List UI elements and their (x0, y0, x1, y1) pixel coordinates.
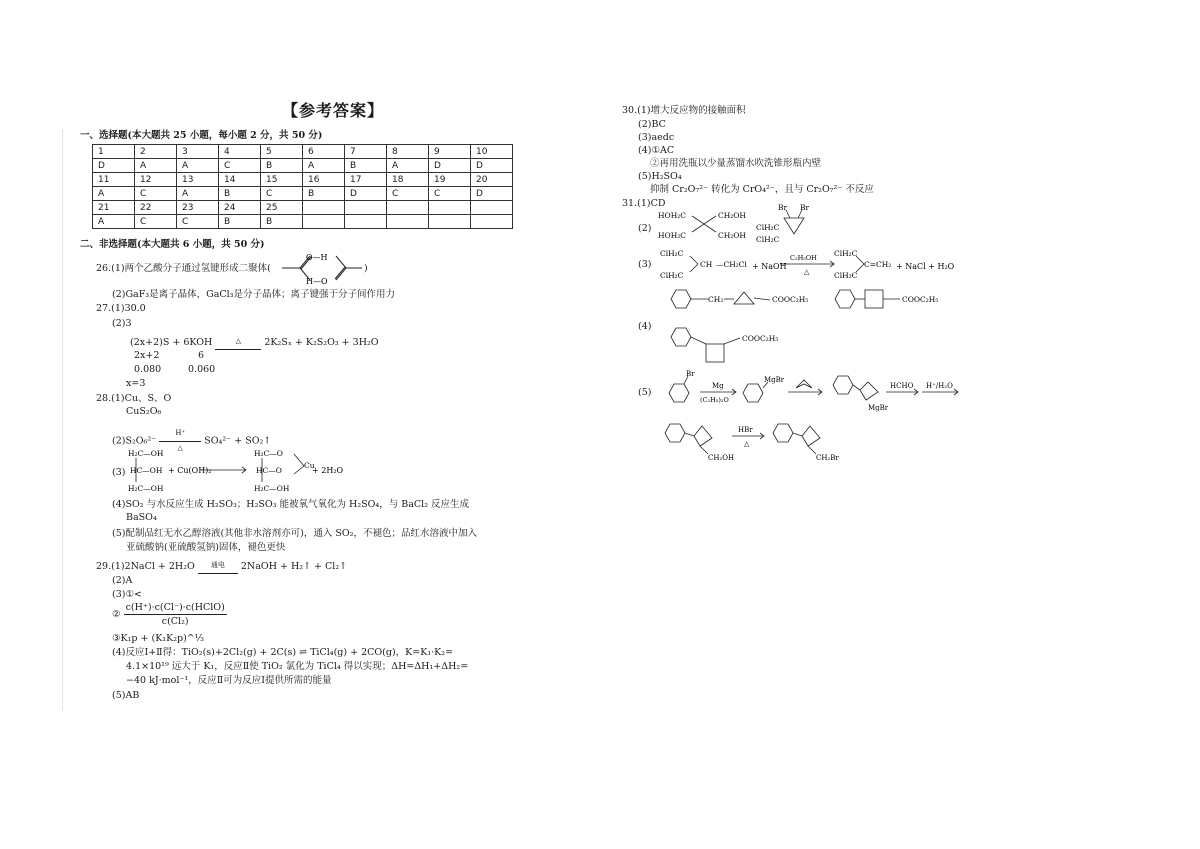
q26-2-text: (2)GaF₃是离子晶体，GaCl₃是分子晶体；离子键强于分子间作用力 (112, 289, 395, 300)
q29-4b-text: 4.1×10¹⁹ 远大于 K₁，反应Ⅱ使 TiO₂ 氯化为 TiCl₄ 得以实现；ΔH=ΔH₁+ΔH₂= (126, 661, 469, 672)
answer-table-cell: A (135, 159, 177, 173)
q31-5-arrow2-top: HCHO (890, 382, 914, 390)
reactant-ch: CH (700, 260, 713, 269)
q28-3-product: + 2H₂O (312, 466, 344, 475)
answer-table-row (93, 159, 513, 173)
answer-table-cell: A (387, 159, 429, 173)
answer-table-cell: 18 (387, 173, 429, 187)
answer-table-cell: 24 (219, 201, 261, 215)
q28-2-right: SO₄²⁻ + SO₂↑ (204, 435, 272, 447)
q31-2-label: (2) (638, 223, 652, 234)
page-title: 【参考答案】 (282, 101, 385, 120)
q27-ratio-a1: 2x+2 (134, 350, 160, 361)
q30-1-text: 30.(1)增大反应物的接触面积 (622, 105, 746, 116)
answer-table-cell: 17 (345, 173, 387, 187)
q30-3-text: (3)aedc (638, 132, 675, 143)
alcohol-ch2oh: CH₂OH (708, 454, 735, 462)
q30-5a-text: (5)H₂SO₄ (638, 171, 682, 182)
answer-table-cell (345, 215, 387, 229)
q31-4-structure (668, 322, 798, 370)
reactant-bottom: ClH₂C (660, 271, 684, 280)
section-1-heading: 一、选择题(本大题共 25 小题，每小题 2 分，共 50 分) (80, 130, 323, 141)
acetic-acid-dimer-structure (280, 250, 370, 286)
product-c3: H₂C—OH (254, 484, 290, 493)
q28-4b-text: BaSO₄ (126, 512, 157, 523)
cyclopropane-br1: Br (778, 203, 788, 212)
glycerol-c2: HC—OH (130, 466, 163, 475)
reactant-ch2cl: —CH₂Cl (716, 260, 747, 269)
q27-ratio-b2: 0.060 (188, 364, 216, 375)
answer-table-cell: 14 (219, 173, 261, 187)
answer-table-cell: 16 (303, 173, 345, 187)
answer-table-cell: D (429, 159, 471, 173)
answer-table-cell: D (471, 159, 513, 173)
product-c2: HC—O (256, 466, 282, 475)
answer-table-cell (387, 201, 429, 215)
q31-2-structures (656, 202, 836, 246)
q27-eq-right: 2K₂Sₓ + K₂S₂O₃ + 3H₂O (264, 337, 379, 348)
q29-3b-fraction (124, 601, 227, 628)
answer-table-cell (471, 215, 513, 229)
ch2-linker: CH₂ (708, 295, 724, 304)
q29-3b-numerator: c(H⁺)·c(Cl⁻)·c(HClO) (125, 602, 225, 613)
q31-5-arrow3-top: H⁺/H₂O (926, 382, 953, 390)
q30-2-text: (2)BC (638, 119, 666, 130)
q26-1-close: ) (364, 263, 368, 274)
q28-2-left: (2)S₂O₆²⁻ (112, 435, 157, 447)
q31-5-reaction-row1 (656, 368, 966, 414)
q29-4c-text: −40 kJ·mol⁻¹，反应Ⅱ可为反应Ⅰ提供所需的能量 (126, 675, 332, 686)
q31-5-reaction-row2 (660, 416, 860, 466)
glycerol-cu-reaction (126, 446, 346, 496)
product-top: ClH₂C (834, 249, 858, 258)
answer-table-cell: 21 (93, 201, 135, 215)
cyclopropane-cl2: ClH₂C (756, 235, 780, 244)
answer-table-cell: 4 (219, 145, 261, 159)
q28-5b-text: 亚硫酸钠(亚硫酸氢钠)固体，褪色更快 (126, 542, 286, 553)
grignard-mgbr: MgBr (764, 376, 785, 384)
adduct-mgbr: MgBr (868, 404, 889, 412)
pentaerythritol-lr: CH₂OH (718, 231, 746, 240)
answer-table-cell: A (93, 215, 135, 229)
answer-table-cell: B (261, 159, 303, 173)
answer-table-cell: A (303, 159, 345, 173)
q27-equation (130, 335, 379, 350)
q31-5-arrow1-bottom: (C₂H₅)₂O (700, 396, 729, 404)
q28-4a-text: (4)SO₂ 与水反应生成 H₂SO₃；H₂SO₃ 能被氧气氧化为 H₂SO₄，与 BaCl₂ 反应生成 (112, 499, 470, 510)
bromide-ch2br: CH₂Br (816, 454, 839, 462)
q27-x-value: x=3 (126, 378, 146, 389)
answer-table-cell: 2 (135, 145, 177, 159)
q31-3-cond-bottom: △ (804, 268, 810, 276)
answer-table-cell (387, 215, 429, 229)
answer-table-cell (471, 201, 513, 215)
q29-2-text: (2)A (112, 575, 133, 586)
q31-5-arrow1-top: Mg (712, 382, 724, 390)
q28-5a-text: (5)配制品红无水乙醇溶液(其他非水溶剂亦可)，通入 SO₂，不褪色；品红水溶液中加入 (112, 528, 477, 539)
answer-table-cell: B (261, 215, 303, 229)
dimer-top-label: O—H (306, 253, 328, 262)
q30-5b-text: 抑制 Cr₂O₇²⁻ 转化为 CrO₄²⁻，且与 Cr₂O₇²⁻ 不反应 (650, 184, 874, 195)
answer-table-cell: 19 (429, 173, 471, 187)
answer-table-cell: 7 (345, 145, 387, 159)
answer-table-cell: C (135, 187, 177, 201)
answer-table-cell: D (471, 187, 513, 201)
q28-1a-text: 28.(1)Cu、S、O (96, 393, 172, 404)
q28-3-reagent: + Cu(OH)₂ (168, 466, 212, 475)
answer-table-cell: 23 (177, 201, 219, 215)
q29-3b-expression (112, 601, 227, 628)
product-cu: Cu (304, 461, 315, 470)
q29-1-cond: 通电 (210, 561, 225, 569)
q27-1-text: 27.(1)30.0 (96, 303, 146, 314)
reactant-top: ClH₂C (660, 249, 684, 258)
q27-2-text: (2)3 (112, 318, 132, 329)
pentaerythritol-ur: CH₂OH (718, 211, 746, 220)
q27-eq-arrow (215, 335, 261, 350)
q31-4-label: (4) (638, 321, 652, 332)
q29-3a-text: (3)①< (112, 589, 142, 600)
bromobenzene-br: Br (686, 370, 695, 378)
answer-table-cell: 20 (471, 173, 513, 187)
answer-table-cell: C (135, 215, 177, 229)
answer-table-row (93, 201, 513, 215)
answer-table-row (93, 145, 513, 159)
q29-3c-text: ③K₁p + (K₁K₂p)^⅓ (112, 633, 204, 644)
q28-1b-text: CuS₂O₆ (126, 406, 162, 417)
margin-dotted-line (62, 130, 64, 710)
answer-table-cell: 13 (177, 173, 219, 187)
q31-3-label: (3) (638, 259, 652, 270)
q28-3-label: (3) (112, 467, 126, 478)
answer-table-cell: C (219, 159, 261, 173)
q30-4a-text: (4)①AC (638, 145, 675, 156)
q29-1-arrow (198, 559, 238, 574)
q29-3b-denominator: c(Cl₂) (161, 616, 189, 627)
q31-3-reaction (656, 244, 966, 284)
reactant-ch2cl-text: CH₂Cl (723, 260, 747, 269)
q31-5-arrow4-bottom: △ (744, 440, 750, 448)
q26-1-text: 26.(1)两个乙酸分子通过氢键形成二聚体( (96, 263, 271, 274)
answer-table-cell: B (219, 215, 261, 229)
product-c1: H₂C—O (254, 449, 283, 458)
answer-table-cell: A (93, 187, 135, 201)
answer-table-cell: 8 (387, 145, 429, 159)
answer-table-cell: B (303, 187, 345, 201)
answer-table-cell: 10 (471, 145, 513, 159)
answer-table-cell (345, 201, 387, 215)
ester-group-1: COOC₂H₅ (772, 295, 809, 304)
ester-group-4: COOC₂H₅ (742, 334, 779, 343)
cyclopropane-br2: Br (800, 203, 810, 212)
answer-table-cell: 9 (429, 145, 471, 159)
answer-table-cell: 3 (177, 145, 219, 159)
q29-1-left: 29.(1)2NaCl + 2H₂O (96, 561, 195, 572)
answer-table-cell: A (177, 187, 219, 201)
q30-4b-text: ②再用洗瓶以少量蒸馏水吹洗锥形瓶内壁 (650, 158, 822, 169)
answer-table-row (93, 215, 513, 229)
answer-table-cell (429, 201, 471, 215)
q28-2-cond-bottom: △ (177, 444, 183, 452)
answer-table-cell: 25 (261, 201, 303, 215)
answer-table-cell (429, 215, 471, 229)
answer-table-cell (303, 215, 345, 229)
answer-table-cell: 1 (93, 145, 135, 159)
answer-table-cell: B (219, 187, 261, 201)
answer-table-cell: 11 (93, 173, 135, 187)
q27-eq-cond: △ (235, 337, 242, 345)
answer-table-cell: 22 (135, 201, 177, 215)
answer-table-row (93, 173, 513, 187)
answer-table-cell (303, 201, 345, 215)
pentaerythritol-ul: HOH₂C (658, 211, 686, 220)
q29-5-text: (5)AB (112, 690, 140, 701)
answer-table-cell: B (345, 159, 387, 173)
q31-5-label: (5) (638, 387, 652, 398)
answer-table-cell: 12 (135, 173, 177, 187)
q27-ratio-a2: 0.080 (134, 364, 162, 375)
q31-5-arrow4-top: HBr (738, 426, 753, 434)
answer-table-cell: D (93, 159, 135, 173)
q29-1-right: 2NaOH + H₂↑ + Cl₂↑ (240, 561, 348, 572)
product-alkene: C=CH₂ (864, 260, 892, 269)
answer-table-row (93, 187, 513, 201)
section-2-heading: 二、非选择题(本大题共 6 小题，共 50 分) (80, 239, 265, 250)
q31-1-text: 31.(1)CD (622, 198, 666, 209)
answer-table-cell: C (387, 187, 429, 201)
product-bottom: ClH₂C (834, 271, 858, 280)
answer-table-cell: A (177, 159, 219, 173)
q27-ratio-b1: 6 (198, 350, 205, 361)
q29-3b-prefix: ② (112, 609, 121, 620)
q31-3-isomer-structures (660, 280, 960, 320)
q27-eq-left: (2x+2)S + 6KOH (130, 337, 213, 348)
answer-table-cell: C (261, 187, 303, 201)
cyclopropane-cl1: ClH₂C (756, 223, 780, 232)
q31-3-reagent: + NaOH (752, 262, 787, 271)
answer-table-cell: C (429, 187, 471, 201)
answer-table-cell: C (177, 215, 219, 229)
q31-3-cond-top: C₂H₅OH (790, 254, 817, 262)
q29-4a-text: (4)反应Ⅰ+Ⅱ得：TiO₂(s)+2Cl₂(g) + 2C(s) ⇌ TiCl₄(g) + 2CO(g)，K=K₁·K₂= (112, 647, 454, 658)
answer-table-cell: 6 (303, 145, 345, 159)
q28-2-cond-top: H⁺ (175, 429, 186, 437)
answer-table-cell: D (345, 187, 387, 201)
q29-1-equation (96, 559, 347, 574)
answer-table-cell: 5 (261, 145, 303, 159)
q31-3-product: + NaCl + H₂O (896, 262, 955, 271)
answer-table-cell: 15 (261, 173, 303, 187)
pentaerythritol-ll: HOH₂C (658, 231, 686, 240)
ester-group-2: COOC₂H₅ (902, 295, 939, 304)
answer-table (92, 144, 513, 229)
dimer-bottom-label: H—O (306, 277, 328, 286)
glycerol-c3: H₂C—OH (128, 484, 164, 493)
glycerol-c1: H₂C—OH (128, 449, 164, 458)
